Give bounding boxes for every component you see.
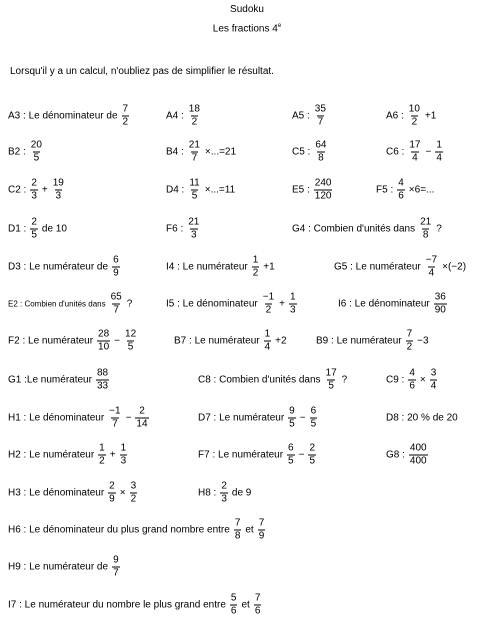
denominator: 2 (411, 116, 418, 128)
fraction (188, 105, 201, 128)
numerator: 1 (99, 442, 105, 454)
clue-f6 (166, 218, 201, 241)
clue-label: G8 : (386, 449, 405, 461)
fraction (435, 141, 443, 164)
numerator: 4 (409, 367, 415, 379)
clue-label: A4 : (166, 110, 184, 122)
expression-tail: ×...=11 (204, 184, 236, 196)
clue-label: C5 : (292, 146, 311, 158)
clue-label: H1 : Le dénominateur (8, 412, 105, 424)
denominator: 5 (33, 152, 40, 164)
fraction (30, 218, 38, 241)
denominator: 33 (96, 380, 109, 392)
clue-i5 (166, 293, 298, 316)
fraction (252, 256, 260, 279)
denominator: 7 (191, 152, 198, 164)
denominator: 3 (55, 190, 62, 202)
expression-tail: ? (341, 374, 348, 386)
numerator: 6 (310, 405, 317, 417)
page-subtitle (0, 23, 494, 34)
operator: + (41, 184, 48, 196)
denominator: 5 (191, 190, 198, 202)
numerator: 1 (120, 442, 127, 454)
clue-g8 (386, 444, 429, 467)
denominator: 3 (289, 304, 296, 316)
denominator: 2 (122, 116, 129, 128)
denominator: 2 (191, 116, 198, 128)
clue-label: I6 : Le dénominateur (338, 298, 430, 310)
fraction (108, 482, 116, 505)
fraction (258, 519, 266, 542)
clue-a5 (292, 105, 328, 128)
numerator: 6 (113, 254, 119, 266)
numerator: 2 (309, 442, 316, 454)
fraction (124, 330, 137, 353)
numerator: 1 (289, 291, 296, 303)
fraction (187, 218, 200, 241)
denominator: 4 (264, 341, 271, 353)
numerator: 240 (314, 177, 332, 189)
fraction (289, 293, 297, 316)
clue-g4 (292, 218, 442, 241)
numerator: 21 (188, 139, 200, 151)
clue-label: E2 : Combien d'unités dans (8, 299, 106, 309)
numerator: 21 (420, 216, 432, 228)
clue-label: G5 : Le numérateur (334, 261, 421, 273)
denominator: 4 (428, 267, 435, 279)
numerator: 17 (325, 367, 337, 379)
fraction (120, 444, 128, 467)
clue-label: I5 : Le dénominateur (166, 298, 258, 310)
operator: + (109, 449, 116, 461)
clue-label: F2 : Le numérateur (8, 335, 94, 347)
fraction (408, 105, 421, 128)
numerator: 19 (52, 177, 64, 189)
denominator: 2 (130, 493, 137, 505)
denominator: 6 (254, 605, 261, 617)
numerator: 7 (258, 517, 265, 529)
fraction (122, 105, 130, 128)
clue-label: B4 : (166, 146, 184, 158)
fraction (406, 330, 414, 353)
fraction (98, 444, 106, 467)
numerator: 21 (188, 216, 200, 228)
clue-label: B2 : (8, 146, 26, 158)
numerator: 2 (31, 216, 37, 228)
fraction (188, 179, 200, 202)
numerator: 5 (230, 592, 237, 604)
denominator: 400 (409, 455, 427, 467)
expression-tail: ×(−2) (442, 261, 467, 273)
fraction (262, 293, 275, 316)
fraction (408, 141, 421, 164)
numerator: 1 (252, 254, 259, 266)
expression-tail: +1 (263, 261, 275, 273)
clue-label: I7 : Le numérateur du nombre le plus grand entre (8, 599, 226, 611)
operator: − (125, 412, 132, 424)
clue-label: C9 : (386, 374, 405, 386)
clue-a3 (8, 105, 130, 128)
clue-f2 (8, 330, 138, 353)
numerator: 2 (139, 405, 145, 417)
numerator: 7 (254, 592, 261, 604)
denominator: 9 (113, 267, 119, 279)
operator: + (279, 298, 285, 310)
numerator: 3 (430, 367, 437, 379)
clue-a6 (386, 105, 436, 128)
fraction (30, 141, 43, 164)
clue-label: H8 : (198, 487, 217, 499)
fraction (288, 407, 296, 430)
fraction (188, 141, 201, 164)
instruction: Lorsqu'il y a un calcul, n'oubliez pas de simplifier le résultat. (10, 66, 274, 77)
clue-i6 (338, 293, 448, 316)
clue-c9 (386, 369, 438, 392)
numerator: 2 (109, 480, 115, 492)
clue-label: A5 : (292, 110, 310, 122)
fraction (108, 407, 121, 430)
expression-tail: +1 (424, 110, 437, 122)
numerator: 18 (188, 103, 200, 115)
clue-i7 (8, 594, 262, 617)
clue-c2 (8, 179, 66, 202)
fraction (97, 330, 110, 353)
denominator: 8 (234, 530, 241, 542)
fraction (130, 482, 138, 505)
clue-b2 (8, 141, 44, 164)
operator: et (245, 524, 254, 536)
operator: − (299, 412, 306, 424)
numerator: 35 (314, 103, 326, 115)
clue-h2 (8, 444, 128, 467)
fraction (30, 179, 38, 202)
clue-label: C2 : (8, 184, 27, 196)
clue-d3 (8, 256, 121, 279)
numerator: 88 (96, 367, 109, 379)
denominator: 5 (289, 418, 295, 430)
fraction (110, 293, 123, 316)
denominator: 4 (436, 152, 442, 164)
numerator: 6 (288, 442, 294, 454)
fraction (234, 519, 242, 542)
clue-d8 (386, 413, 458, 424)
denominator: 5 (328, 380, 334, 392)
numerator: 17 (409, 139, 421, 151)
fraction (230, 594, 238, 617)
clue-b9 (316, 330, 429, 353)
numerator: 10 (408, 103, 420, 115)
fraction (254, 594, 262, 617)
numerator: 9 (289, 405, 295, 417)
clue-label: C6 : (386, 146, 405, 158)
denominator: 2 (99, 455, 105, 467)
denominator: 5 (288, 455, 294, 467)
fraction (430, 369, 438, 392)
operator: × (419, 374, 426, 386)
clue-label: A3 : Le dénominateur de (8, 110, 118, 122)
denominator: 7 (113, 304, 119, 316)
expression-tail: de 10 (41, 223, 67, 235)
clue-label: E5 : (292, 184, 310, 196)
numerator: 11 (189, 177, 200, 189)
clue-d1 (8, 218, 67, 241)
subtitle-text: Les fractions 4 (212, 23, 278, 35)
clue-label: I4 : Le numérateur (166, 261, 248, 273)
fraction (310, 407, 318, 430)
expression-tail: ? (436, 223, 442, 235)
clue-label: H9 : Le numérateur de (8, 561, 109, 573)
denominator: 4 (412, 152, 418, 164)
clue-f5 (376, 179, 434, 202)
denominator: 7 (317, 116, 324, 128)
denominator: 7 (113, 567, 119, 579)
clue-c6 (386, 141, 444, 164)
denominator: 6 (409, 380, 415, 392)
numerator: −1 (262, 291, 275, 303)
numerator: 400 (409, 442, 427, 454)
operator: − (425, 146, 432, 158)
clue-label: D1 : (8, 223, 27, 235)
denominator: 5 (309, 455, 316, 467)
denominator: 2 (265, 304, 272, 316)
numerator: 65 (110, 291, 122, 303)
clue-label: H6 : Le dénominateur du plus grand nombre entre (8, 524, 230, 536)
numerator: 28 (98, 328, 110, 340)
numerator: 64 (315, 139, 327, 151)
clue-label: A6 : (386, 110, 404, 122)
fraction (264, 330, 272, 353)
clue-a4 (166, 105, 202, 128)
numerator: 7 (406, 328, 413, 340)
clue-e5 (292, 179, 333, 202)
denominator: 3 (120, 455, 127, 467)
clue-g5 (334, 256, 466, 279)
numerator: 1 (436, 139, 442, 151)
clue-label: G1 :Le numérateur (8, 374, 92, 386)
denominator: 8 (422, 229, 429, 241)
clue-d7 (198, 407, 318, 430)
numerator: 9 (113, 554, 119, 566)
fraction (308, 444, 316, 467)
denominator: 5 (310, 418, 317, 430)
denominator: 5 (127, 341, 134, 353)
fraction (287, 444, 295, 467)
numerator: 2 (221, 480, 227, 492)
clue-h3 (8, 482, 138, 505)
clue-f7 (198, 444, 317, 467)
numerator: 36 (434, 291, 446, 303)
denominator: 8 (318, 152, 324, 164)
denominator: 90 (434, 304, 446, 316)
clue-label: F5 : (376, 184, 394, 196)
expression-tail: ? (126, 298, 133, 310)
clue-label: G4 : Combien d'unités dans (292, 223, 416, 235)
fraction (409, 444, 428, 467)
fraction (408, 369, 416, 392)
clue-label: C8 : Combien d'unités dans (198, 374, 321, 386)
clue-label: B9 : Le numérateur (316, 335, 402, 347)
clue-d4 (166, 179, 235, 202)
page-title: Sudoku (230, 4, 264, 15)
denominator: 9 (109, 493, 115, 505)
denominator: 3 (221, 493, 227, 505)
denominator: 120 (314, 190, 332, 202)
fraction (325, 369, 338, 392)
denominator: 9 (258, 530, 265, 542)
clue-h6 (8, 519, 266, 542)
fraction (434, 293, 447, 316)
fraction (135, 407, 148, 430)
fraction (96, 369, 109, 392)
denominator: 2 (406, 341, 413, 353)
fraction (397, 179, 405, 202)
numerator: 3 (130, 480, 137, 492)
clue-g1 (8, 369, 110, 392)
fraction (314, 105, 327, 128)
fraction (112, 256, 120, 279)
clue-label: D7 : Le numérateur (198, 412, 285, 424)
clue-b4 (166, 141, 236, 164)
denominator: 5 (31, 229, 37, 241)
numerator: 2 (31, 177, 37, 189)
operator: − (114, 335, 121, 347)
fraction (419, 218, 432, 241)
denominator: 7 (112, 418, 118, 430)
clue-c5 (292, 141, 328, 164)
clue-label: D3 : Le numérateur de (8, 261, 109, 273)
numerator: 4 (398, 177, 404, 189)
clue-h9 (8, 556, 121, 579)
clue-e2 (8, 293, 132, 316)
clue-h8 (198, 482, 251, 505)
clue-b7 (174, 330, 287, 353)
expression-tail: −3 (417, 335, 429, 347)
expression-tail: de 9 (231, 487, 252, 499)
denominator: 6 (230, 605, 237, 617)
denominator: 3 (31, 190, 37, 202)
subtitle-sup: e (277, 23, 282, 29)
operator: − (298, 449, 305, 461)
denominator: 2 (252, 267, 259, 279)
expression-tail: ×6=... (408, 184, 435, 196)
clue-label: H2 : Le numérateur (8, 449, 95, 461)
clue-label: H3 : Le dénominateur (8, 487, 105, 499)
numerator: −1 (109, 405, 121, 417)
denominator: 4 (430, 380, 437, 392)
operator: et (241, 599, 250, 611)
clue-label: F6 : (166, 223, 184, 235)
fraction (314, 141, 327, 164)
numerator: 20 (30, 139, 42, 151)
clue-i4 (166, 256, 275, 279)
clue-label: F7 : Le numérateur (198, 449, 284, 461)
numerator: 12 (125, 328, 137, 340)
clue-c8 (198, 369, 347, 392)
numerator: 7 (122, 103, 129, 115)
denominator: 3 (191, 229, 197, 241)
operator: × (119, 487, 126, 499)
expression-tail: +2 (275, 335, 287, 347)
denominator: 10 (98, 341, 110, 353)
clue-label: D4 : (166, 184, 185, 196)
fraction (52, 179, 65, 202)
numerator: 1 (264, 328, 271, 340)
fraction (112, 556, 120, 579)
fraction (425, 256, 438, 279)
numerator: −7 (425, 254, 438, 266)
denominator: 6 (398, 190, 404, 202)
expression-tail: ×...=21 (204, 146, 237, 158)
fraction (220, 482, 228, 505)
denominator: 14 (136, 418, 148, 430)
numerator: 7 (234, 517, 241, 529)
clue-label: B7 : Le numérateur (174, 335, 260, 347)
fraction (314, 179, 333, 202)
clue-h1 (8, 407, 150, 430)
clue-label: D8 : 20 % de 20 (386, 412, 458, 424)
